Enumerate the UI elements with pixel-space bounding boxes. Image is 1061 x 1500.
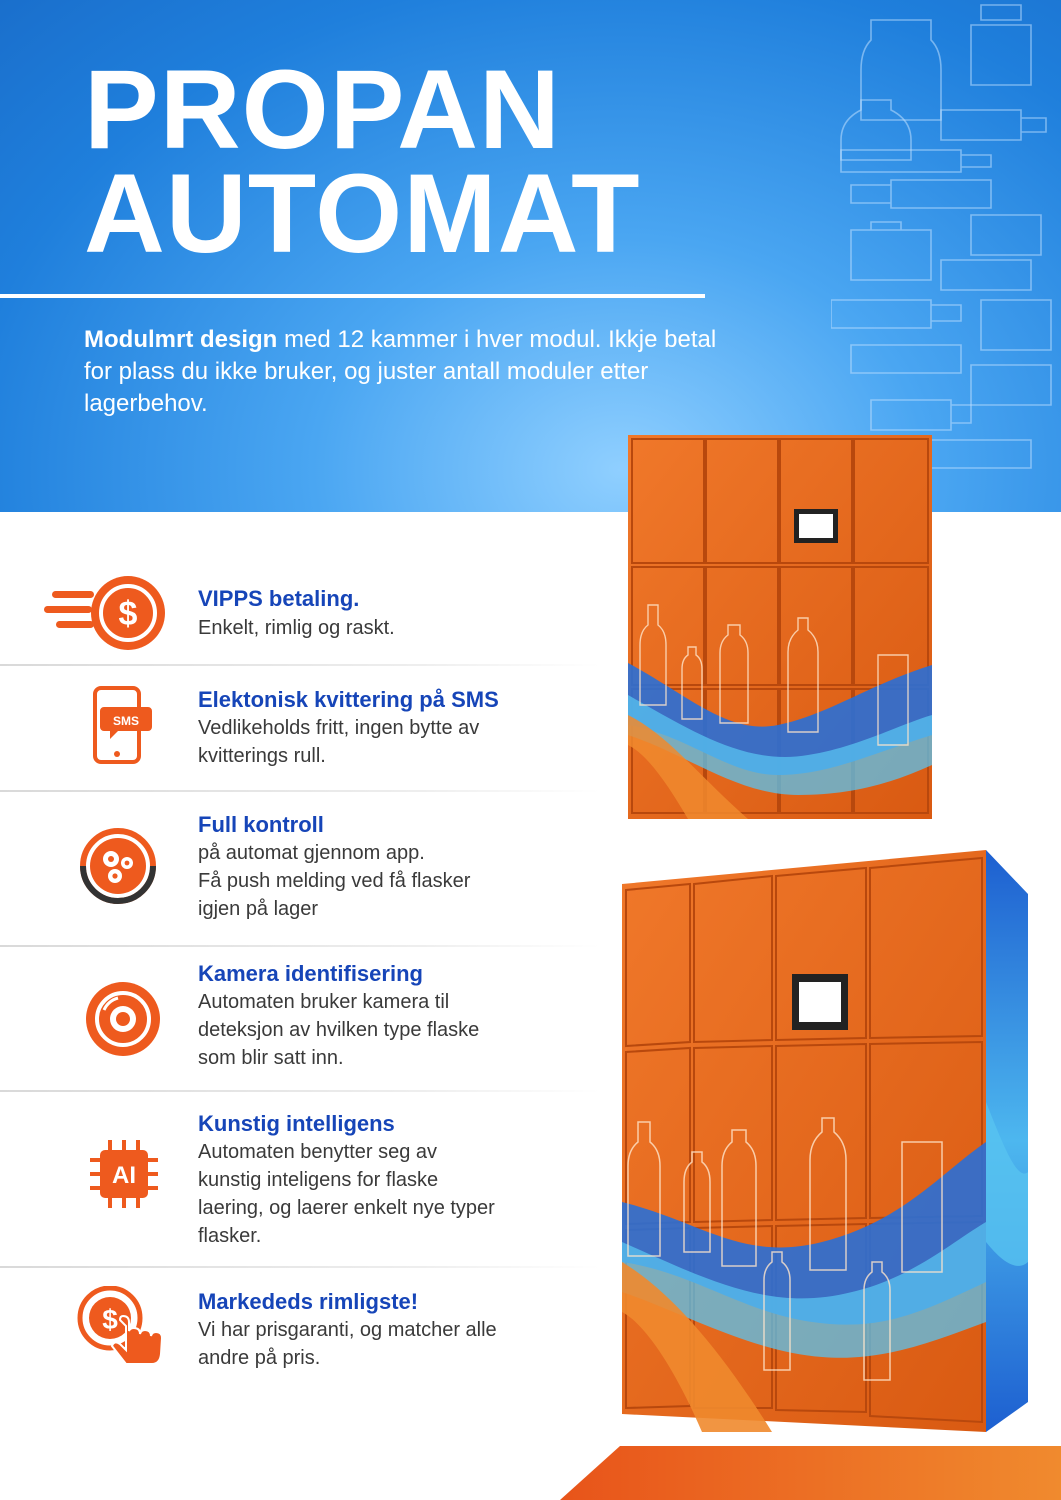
dollar-coin-speed-icon	[42, 573, 168, 653]
feature-line: flasker.	[198, 1225, 262, 1247]
feature-line: laering, og laerer enkelt nye typer	[198, 1197, 495, 1219]
feature-body	[198, 614, 579, 642]
feature-title: Elektonisk kvittering på SMS	[198, 687, 499, 712]
feature-line: Automaten bruker kamera til	[198, 991, 450, 1013]
dollar-glyph: $	[118, 595, 138, 633]
feature-line: kvitterings rull.	[198, 745, 326, 767]
dollar-glyph: $	[102, 1304, 118, 1335]
feature-title: Kamera identifisering	[198, 961, 423, 986]
ai-chip-icon	[88, 1138, 160, 1210]
divider	[0, 664, 600, 666]
feature-line: igjen på lager	[198, 898, 319, 920]
feature-body	[198, 988, 579, 1072]
vending-machine-perspective-image	[622, 842, 1028, 1432]
divider	[0, 945, 600, 947]
intro-bold: Modulmrt design	[84, 326, 278, 353]
feature-line: Få push melding ved få flasker	[198, 870, 471, 892]
feature-title: VIPPS betaling.	[198, 586, 360, 611]
feature-line: Vi har prisgaranti, og matcher alle	[198, 1319, 497, 1341]
feature-line: på automat gjennom app.	[198, 842, 425, 864]
feature-line: kunstig inteligens for flaske	[198, 1169, 439, 1191]
title-line-2: AUTOMAT	[84, 151, 641, 276]
intro-paragraph	[84, 324, 724, 420]
gears-control-icon	[80, 828, 156, 904]
feature-title: Markededs rimligste!	[198, 1289, 419, 1314]
intro-text: med 12 kammer i hver modul. Ikkje betal for plass du ikke bruker, og juster antall moduler etter lagerbehov.	[84, 326, 717, 417]
feature-body	[198, 1316, 579, 1372]
feature-line: som blir satt inn.	[198, 1047, 344, 1069]
dollar-click-icon	[76, 1286, 174, 1368]
feature-line: Enkelt, rimlig og raskt.	[198, 617, 395, 639]
feature-body	[198, 714, 579, 770]
feature-line: andre på pris.	[198, 1347, 321, 1369]
feature-line: Automaten benytter seg av	[198, 1141, 438, 1163]
page-title	[84, 47, 641, 276]
title-underline	[0, 294, 705, 298]
feature-line: Vedlikeholds fritt, ingen bytte av	[198, 717, 480, 739]
divider	[0, 1090, 600, 1092]
divider	[0, 790, 600, 792]
title-line-1: PROPAN	[84, 47, 561, 172]
feature-title: Full kontroll	[198, 812, 324, 837]
camera-lens-icon	[84, 980, 162, 1058]
footer-accent-bar	[560, 1446, 1061, 1500]
feature-title: Kunstig intelligens	[198, 1111, 395, 1136]
feature-body	[198, 1138, 579, 1250]
bottle-outlines-decoration	[831, 0, 1061, 500]
vending-machine-front-image	[628, 435, 932, 819]
feature-body	[198, 839, 579, 923]
divider	[0, 1266, 600, 1268]
feature-line: deteksjon av hvilken type flaske	[198, 1019, 480, 1041]
ai-label: AI	[112, 1162, 136, 1189]
sms-phone-icon	[92, 685, 152, 765]
sms-label: SMS	[112, 714, 140, 728]
